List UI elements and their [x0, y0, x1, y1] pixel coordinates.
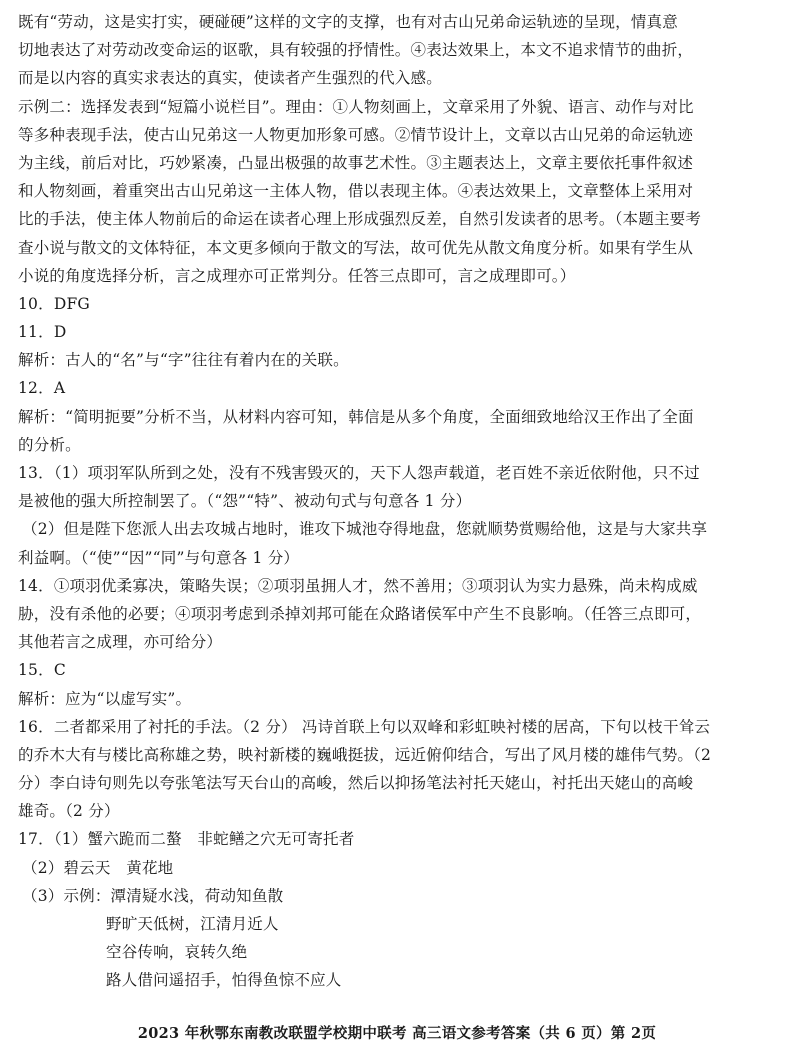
text-line: 是被他的强大所控制罢了。（“怨”“特”、被动句式与句意各 1 分）	[18, 492, 472, 511]
text-line: 雄奇。（2 分）	[18, 802, 120, 821]
text-line: 空谷传响，哀转久绝	[106, 943, 248, 962]
text-line: 解析：应为“以虚写实”。	[18, 689, 192, 708]
answer-key-page	[18, 8, 778, 995]
text-line: 14．①项羽优柔寡决，策略失误；②项羽虽拥人才，然不善用；③项羽认为实力悬殊，尚未构成威	[18, 576, 698, 595]
text-line: 小说的角度选择分析，言之成理亦可正常判分。任答三点即可，言之成理即可。）	[18, 266, 576, 285]
text-line: 分）李白诗句则先以夸张笔法写天台山的高峻，然后以抑扬笔法衬托天姥山，衬托出天姥山的高峻	[18, 774, 694, 793]
text-line: 的分析。	[18, 435, 81, 454]
text-line: 胁，没有杀他的必要；④项羽考虑到杀掉刘邦可能在众路诸侯军中产生不良影响。（任答三点即可，	[18, 604, 702, 623]
text-line: （2）碧云天 黄花地	[22, 858, 174, 877]
text-line: 既有“劳动，这是实打实，硬碰硬”这样的文字的支撑，也有对古山兄弟命运轨迹的呈现，情真意	[18, 13, 678, 31]
text-line: 比的手法，使主体人物前后的命运在读者心理上形成强烈反差，自然引发读者的思考。（本题主要考	[18, 210, 702, 229]
text-line: 10．DFG	[18, 294, 90, 313]
text-line: （2）但是陛下您派人出去攻城占地时，谁攻下城池夺得地盘，您就顺势赏赐给他，这是与大家共享	[22, 520, 708, 539]
text-line: 示例二：选择发表到“短篇小说栏目”。理由：①人物刻画上，文章采用了外貌、语言、动作与对比	[18, 97, 694, 116]
text-line: 12．A	[18, 379, 66, 398]
text-line: 解析：古人的“名”与“字”往往有着内在的关联。	[18, 351, 349, 370]
text-line: 其他若言之成理，亦可给分）	[18, 633, 223, 652]
text-line: 17．（1）蟹六跪而二螯 非蛇鳝之穴无可寄托者	[18, 830, 355, 849]
text-line: 11．D	[18, 323, 67, 342]
text-line: 16．二者都采用了衬托的手法。（2 分） 冯诗首联上句以双峰和彩虹映衬楼的居高，下句以枝干耸云	[18, 717, 711, 736]
text-line: 等多种表现手法，使古山兄弟这一人物更加形象可感。②情节设计上，文章以古山兄弟的命运轨迹	[18, 125, 694, 144]
text-line: 为主线，前后对比，巧妙紧凑，凸显出极强的故事艺术性。③主题表达上，文章主要依托事件叙述	[18, 153, 694, 172]
answer-text-body	[18, 8, 778, 995]
text-line: 路人借问遥招手，怕得鱼惊不应人	[106, 971, 342, 990]
text-line: 和人物刻画，着重突出古山兄弟这一主体人物，借以表现主体。④表达效果上，文章整体上采用对	[18, 182, 694, 201]
text-line: 解析：“简明扼要”分析不当，从材料内容可知，韩信是从多个角度，全面细致地给汉王作出了全面	[18, 407, 694, 426]
text-line: （3）示例：潭清疑水浅，荷动知鱼散	[22, 886, 284, 905]
text-line: 野旷天低树，江清月近人	[106, 915, 279, 933]
text-line: 利益啊。（“使”“因”“同”与句意各 1 分）	[18, 548, 300, 567]
text-line: 15．C	[18, 661, 66, 680]
text-line: 的乔木大有与楼比高称雄之势，映衬新楼的巍峨挺拔，远近俯仰结合，写出了风月楼的雄伟气势。（2	[18, 745, 712, 764]
text-line: 切地表达了对劳动改变命运的讴歌，具有较强的抒情性。④表达效果上，本文不追求情节的曲折，	[18, 41, 694, 60]
text-line: 13．（1）项羽军队所到之处，没有不残害毁灭的，天下人怨声载道，老百姓不亲近依附他，只不过	[18, 464, 700, 482]
text-line: 而是以内容的真实求表达的真实，使读者产生强烈的代入感。	[18, 69, 442, 88]
text-line: 查小说与散文的文体特征，本文更多倾向于散文的写法，故可优先从散文角度分析。如果有学生从	[18, 238, 694, 257]
page-footer: 2023 年秋鄂东南教改联盟学校期中联考 高三语文参考答案（共 6 页）第 2页	[137, 1025, 657, 1042]
